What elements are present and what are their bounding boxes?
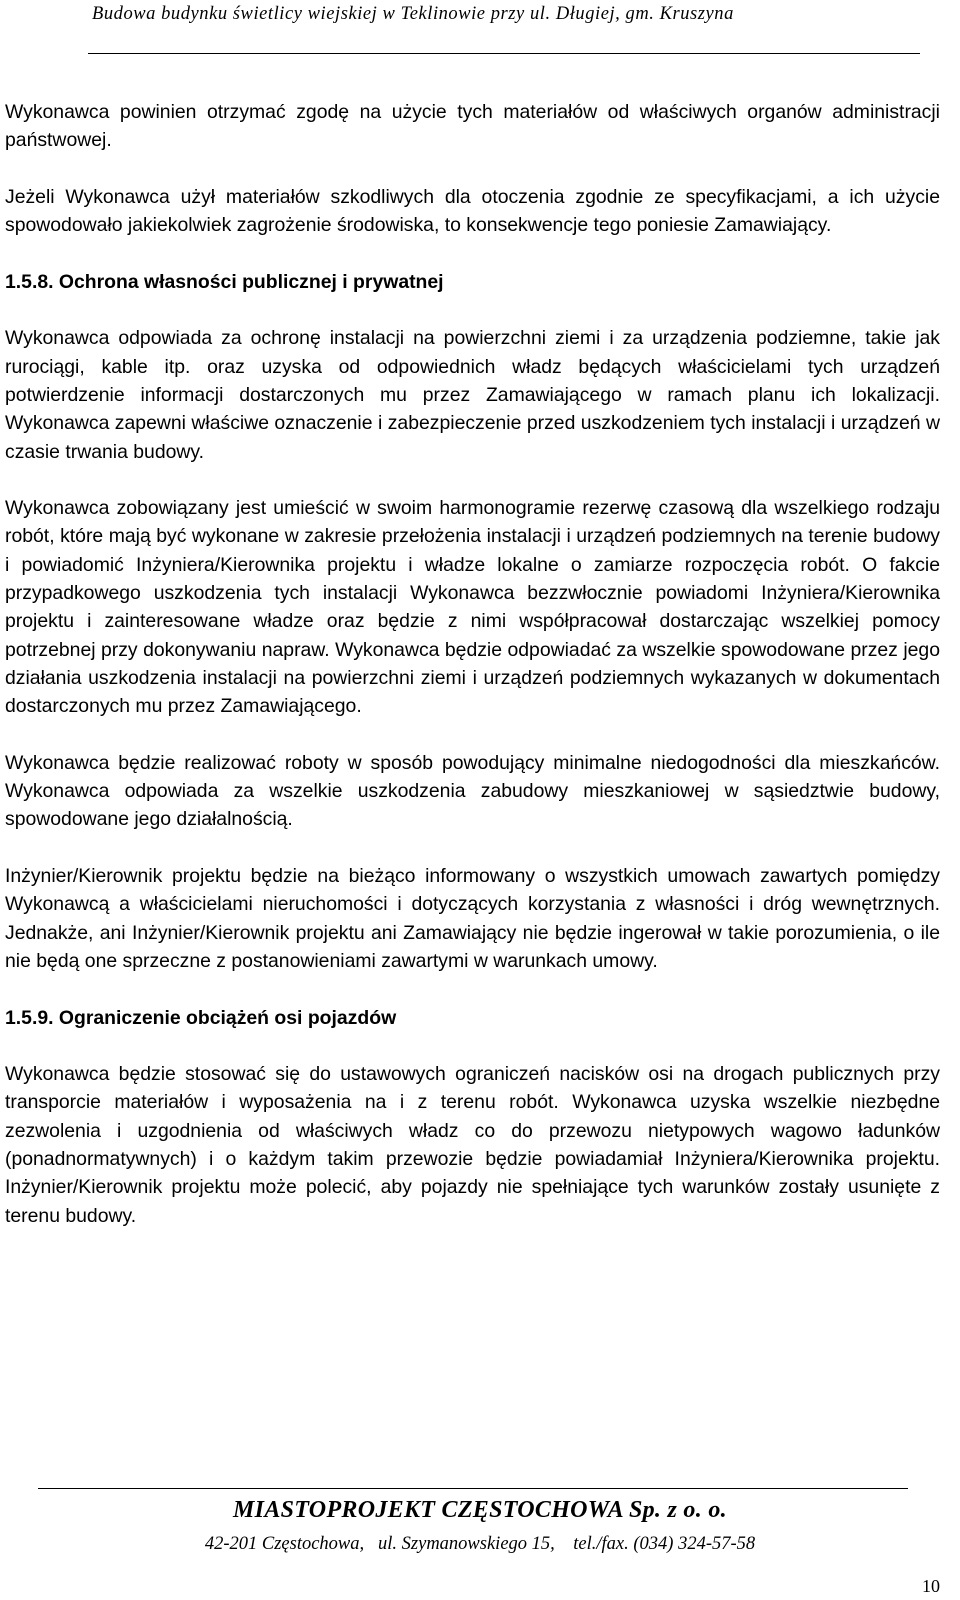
footer-divider (38, 1488, 908, 1489)
paragraph: Wykonawca będzie stosować się do ustawowych ograniczeń nacisków osi na drogach publicznych przy transporcie materiałów i wyposażenia na i z terenu robót. Wykonawca uzyska wszelkie niezbędne zezwolenia i uzgodnienia od właściwych władz co do przewozu nietypowych wagowo ładunków (ponadnormatywnych) i o każdym takim przewozie będzie powiadamiał Inżyniera/Kierownika projektu. Inżynier/Kierownik projektu może polecić, aby pojazdy nie spełniające tych warunków zostały usunięte z terenu budowy. (5, 1063, 940, 1227)
section-heading-1-5-8: 1.5.8. Ochrona własności publicznej i prywatnej (5, 270, 444, 293)
paragraph: Wykonawca będzie realizować roboty w sposób powodujący minimalne niedogodności dla mieszkańców. Wykonawca odpowiada za wszelkie uszkodzenia zabudowy mieszkaniowej w sąsiedztwie budowy, spowodowane jego działalnością. (5, 751, 940, 831)
page-number: 10 (922, 1576, 940, 1596)
paragraph: Wykonawca odpowiada za ochronę instalacji na powierzchni ziemi i za urządzenia podziemne, takie jak rurociągi, kable itp. oraz uzyska od odpowiednich władz będących właścicielami tych urządzeń potwierdzenie informacji dostarczonych mu przez Zamawiającego w ramach planu ich lokalizacji. Wykonawca zapewni właściwe oznaczenie i zabezpieczenie przed uszkodzeniem tych instalacji i urządzeń w czasie trwania budowy. (5, 327, 940, 463)
footer-company-name: MIASTOPROJEKT CZĘSTOCHOWA Sp. z o. o. (233, 1497, 727, 1523)
section-heading-1-5-9: 1.5.9. Ograniczenie obciążeń osi pojazdów (5, 1006, 397, 1029)
paragraph: Wykonawca zobowiązany jest umieścić w swoim harmonogramie rezerwę czasową dla wszelkiego rodzaju robót, które mają być wykonane w zakresie przełożenia instalacji i urządzeń podziemnych na terenie budowy i powiadomić Inżyniera/Kierownika projektu i władze lokalne o zamiarze rozpoczęcia robót. O fakcie przypadkowego uszkodzenia tych instalacji Wykonawca bezzwłocznie powiadomi Inżyniera/Kierownika projektu i zainteresowane władze oraz będzie z nimi współpracował dostarczając wszelkiej pomocy potrzebnej przy dokonywaniu napraw. Wykonawca będzie odpowiadać za wszelkie spowodowane przez jego działania uszkodzenia instalacji na powierzchni ziemi i urządzeń podziemnych wykazanych w dokumentach dostarczonych mu przez Zamawiającego. (5, 497, 940, 718)
paragraph: Wykonawca powinien otrzymać zgodę na użycie tych materiałów od właściwych organów administracji państwowej. (5, 101, 940, 152)
header-title: Budowa budynku świetlicy wiejskiej w Teklinowie przy ul. Długiej, gm. Kruszyna (92, 4, 734, 24)
page-header (0, 0, 960, 60)
paragraph: Inżynier/Kierownik projektu będzie na bieżąco informowany o wszystkich umowach zawartych pomiędzy Wykonawcą a właścicielami nieruchomości i dotyczących korzystania z własności i dróg wewnętrznych. Jednakże, ani Inżynier/Kierownik projektu ani Zamawiający nie będzie ingerował w takie porozumienia, o ile nie będą one sprzeczne z postanowieniami zawartymi w warunkach umowy. (5, 865, 940, 972)
paragraph: Jeżeli Wykonawca użył materiałów szkodliwych dla otoczenia zgodnie ze specyfikacjami, a ich użycie spowodowało jakiekolwiek zagrożenie środowiska, to konsekwencje tego poniesie Zamawiający. (5, 185, 940, 237)
header-divider (88, 53, 920, 54)
document-body (5, 98, 940, 1258)
footer-address: 42-201 Częstochowa, ul. Szymanowskiego 15, tel./fax. (034) 324-57-58 (204, 1534, 756, 1554)
